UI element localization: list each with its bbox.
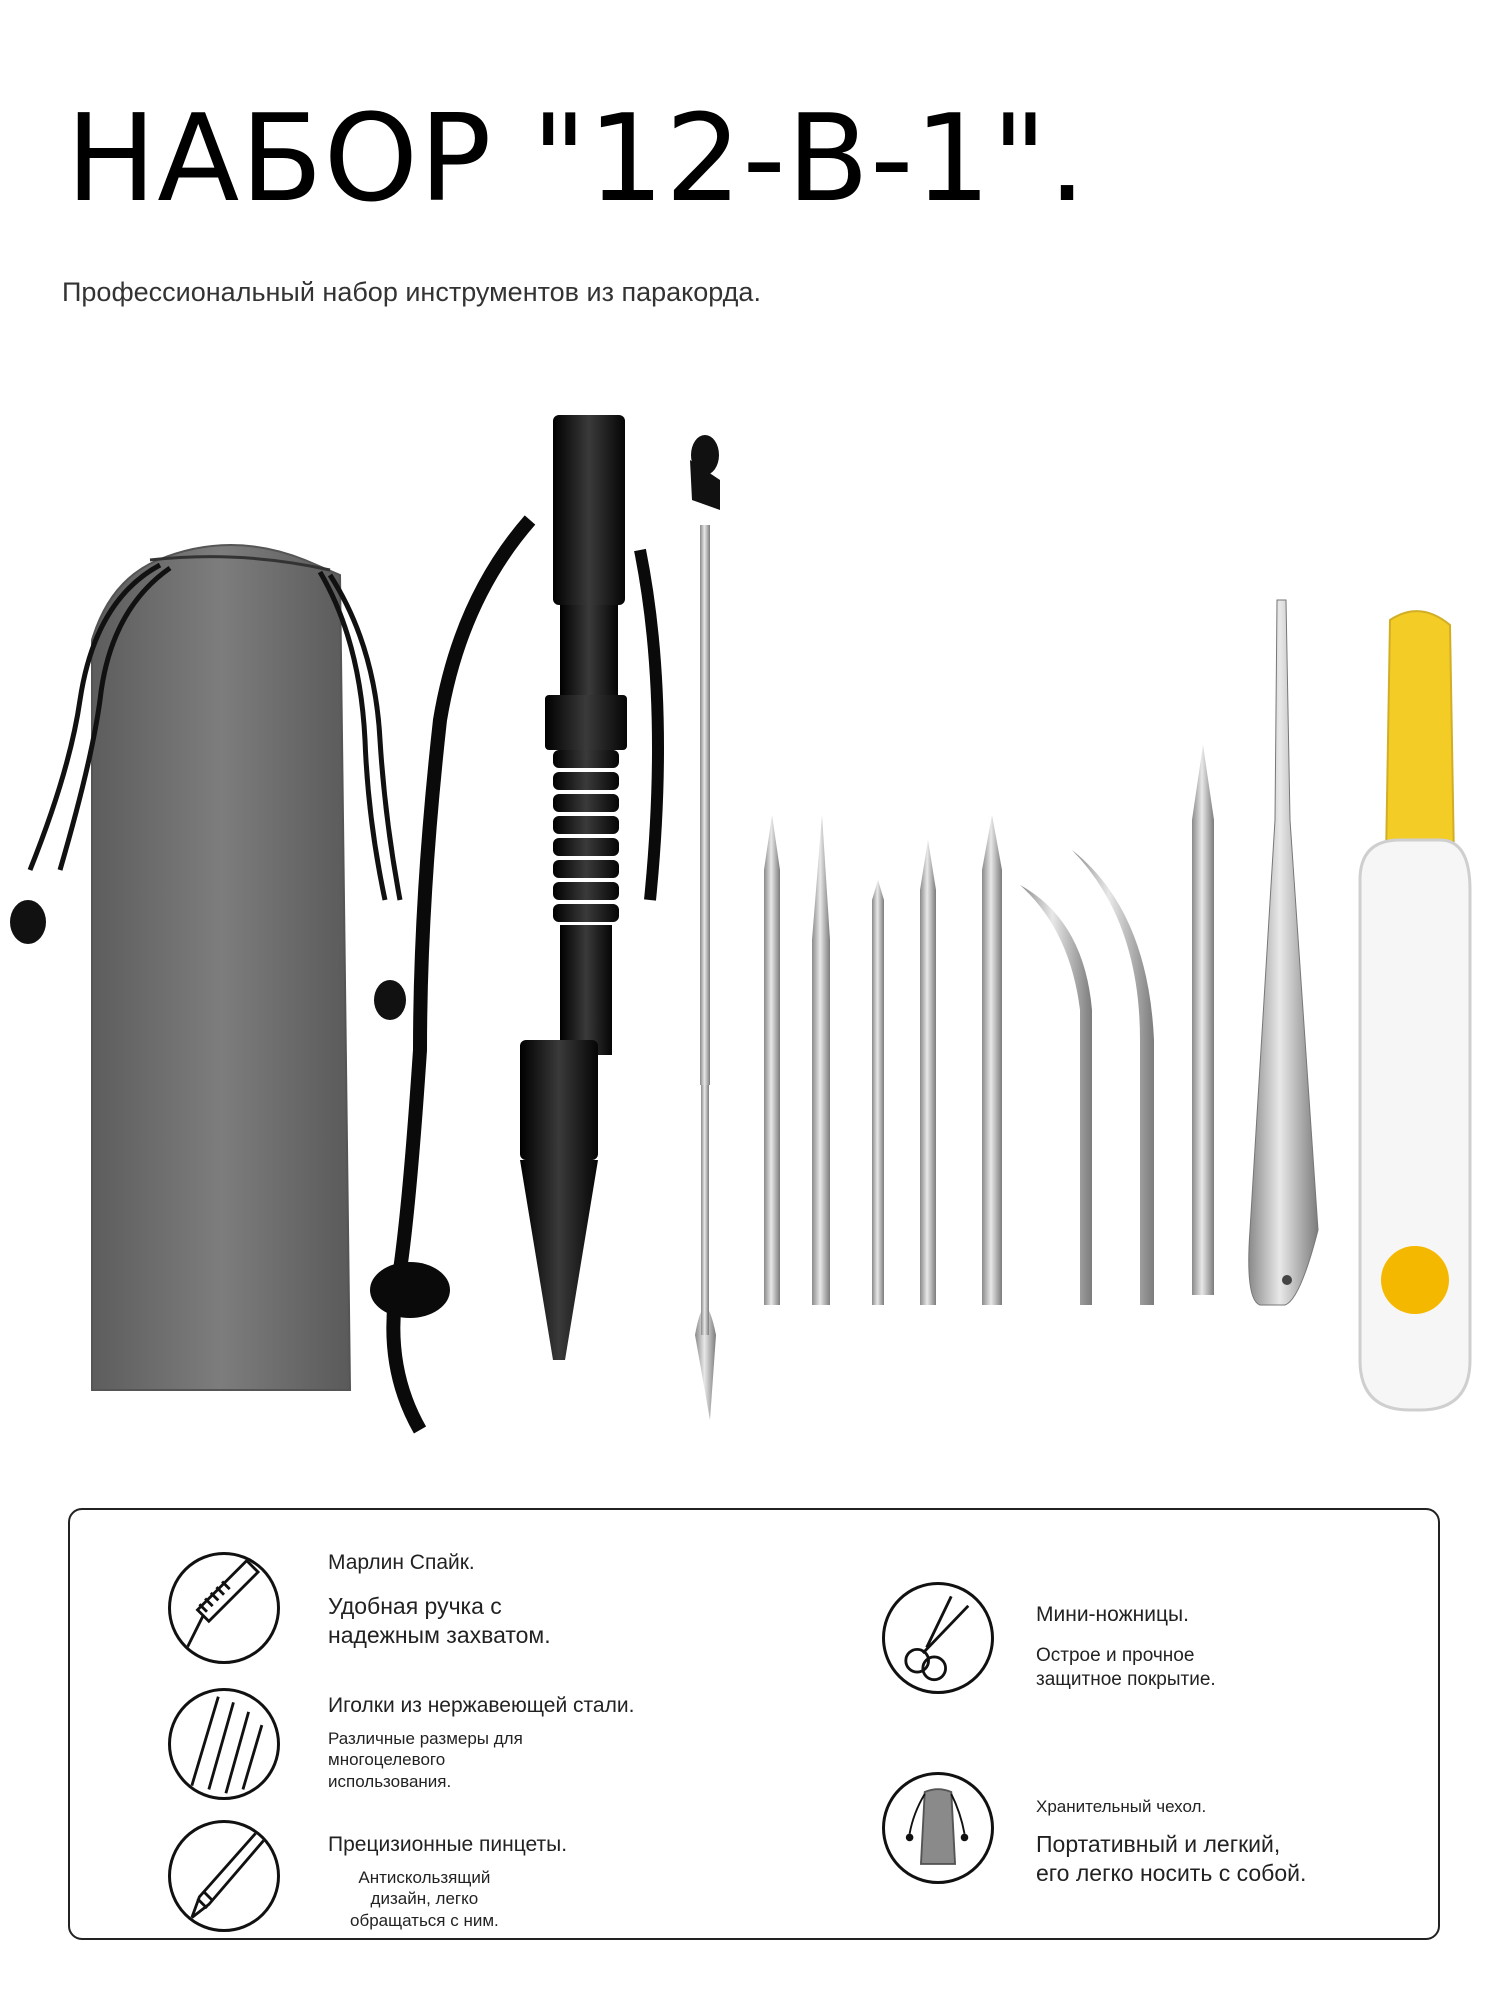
scissors-icon (882, 1582, 994, 1694)
needles (764, 745, 1214, 1305)
marlin-spike (520, 415, 627, 1360)
feature-title-marlin-spike: Марлин Спайк. (328, 1551, 475, 1574)
feature-desc-scissors: Острое и прочное защитное покрытие. (1036, 1645, 1216, 1690)
feature-title-tweezers: Прецизионные пинцеты. (328, 1833, 568, 1856)
thread-scissors (1360, 611, 1470, 1410)
feature-title-needles: Иголки из нержавеющей стали. (328, 1694, 635, 1717)
tweezers (1249, 600, 1318, 1305)
features-box (68, 1508, 1440, 1940)
feature-desc-needles: Различные размеры для многоцелевого использования. (328, 1729, 523, 1791)
product-illustration (0, 400, 1500, 1480)
needles-icon (168, 1688, 280, 1800)
feature-desc-pouch: Портативный и легкий, его легко носить с собой. (1036, 1831, 1307, 1886)
page-subtitle: Профессиональный набор инструментов из паракорда. (62, 277, 761, 307)
feature-desc-tweezers: Антискользящий дизайн, легко обращаться с ним. (350, 1868, 499, 1930)
pouch-icon (882, 1772, 994, 1884)
marlin-spike-icon (168, 1552, 280, 1664)
feature-title-pouch: Хранительный чехол. (1036, 1797, 1207, 1816)
page-title: НАБОР "12-В-1". (66, 90, 1088, 229)
feature-desc-marlin-spike: Удобная ручка с надежным захватом. (328, 1593, 551, 1648)
long-fid (690, 435, 720, 1420)
storage-pouch (10, 545, 406, 1390)
tweezers-icon (168, 1820, 280, 1932)
feature-title-scissors: Мини-ножницы. (1036, 1603, 1189, 1626)
